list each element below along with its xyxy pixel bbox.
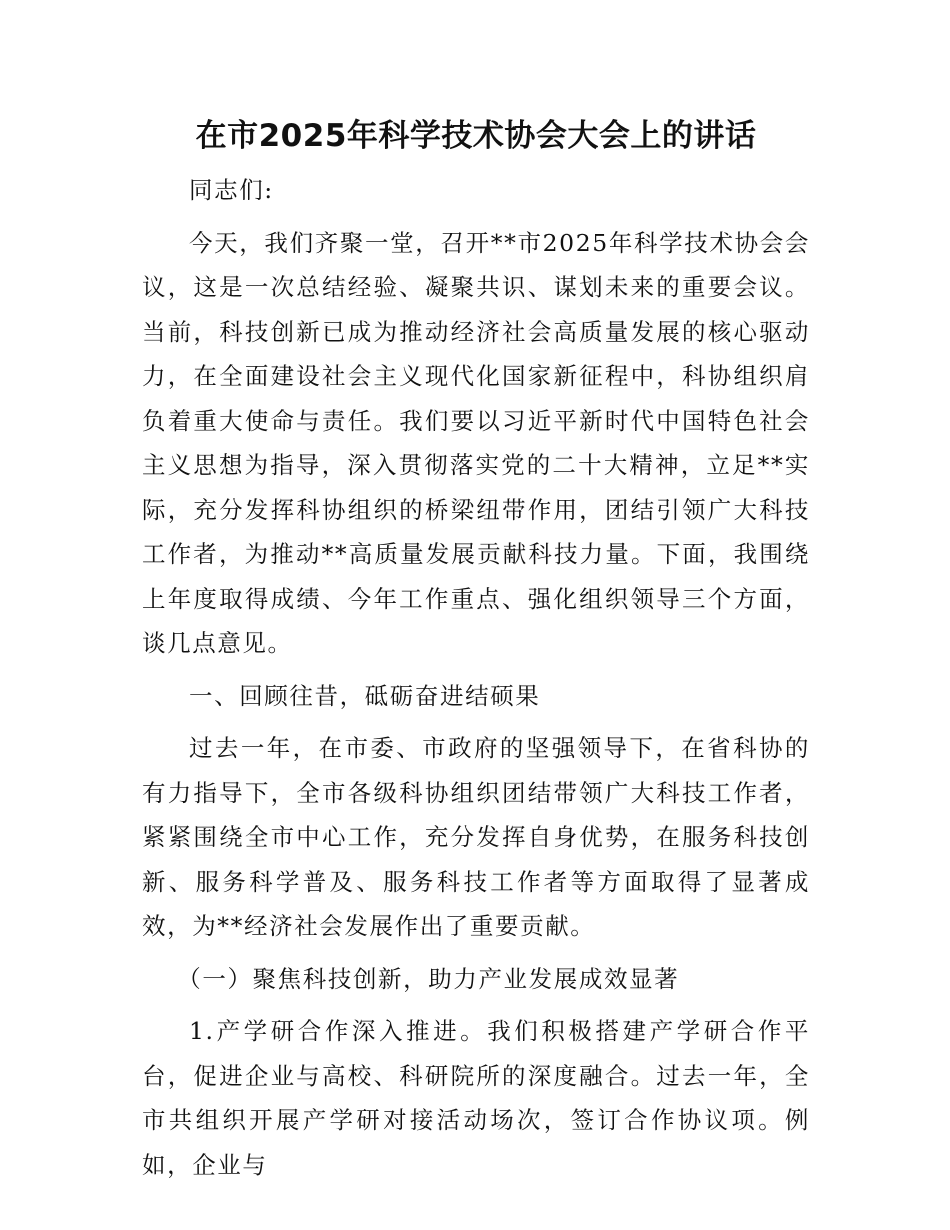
document-page [142,108,810,1195]
document-title: 在市2025年科学技术协会大会上的讲话 [195,118,757,154]
item-1-paragraph: 1.产学研合作深入推进。我们积极搭建产学研合作平台，促进企业与高校、科研院所的深度融合。过去一年，全市共组织开展产学研对接活动场次，签订合作协议项。例如，企业与 [142,1017,810,1179]
section-heading-1: 一、回顾往昔，砥砺奋进结硕果 [189,681,541,710]
intro-paragraph: 今天，我们齐聚一堂，召开**市2025年科学技术协会会议，这是一次总结经验、凝聚共识、谋划未来的重要会议。当前，科技创新已成为推动经济社会高质量发展的核心驱动力，在全面建设社会主义现代化国家新征程中，科协组织肩负着重大使命与责任。我们要以习近平新时代中国特色社会主义思想为指导，深入贯彻落实党的二十大精神，立足**实际，充分发挥科协组织的桥梁纽带作用，团结引领广大科技工作者，为推动**高质量发展贡献科技力量。下面，我围绕上年度取得成绩、今年工作重点、强化组织领导三个方面，谈几点意见。 [142,228,810,657]
subsection-heading-1: （一）聚焦科技创新，助力产业发展成效显著 [177,964,680,993]
section-1-paragraph: 过去一年，在市委、市政府的坚强领导下，在省科协的有力指导下，全市各级科协组织团结带领广大科技工作者，紧紧围绕全市中心工作，充分发挥自身优势，在服务科技创新、服务科学普及、服务科技工作者等方面取得了显著成效，为**经济社会发展作出了重要贡献。 [142,734,810,940]
salutation: 同志们: [189,176,274,204]
